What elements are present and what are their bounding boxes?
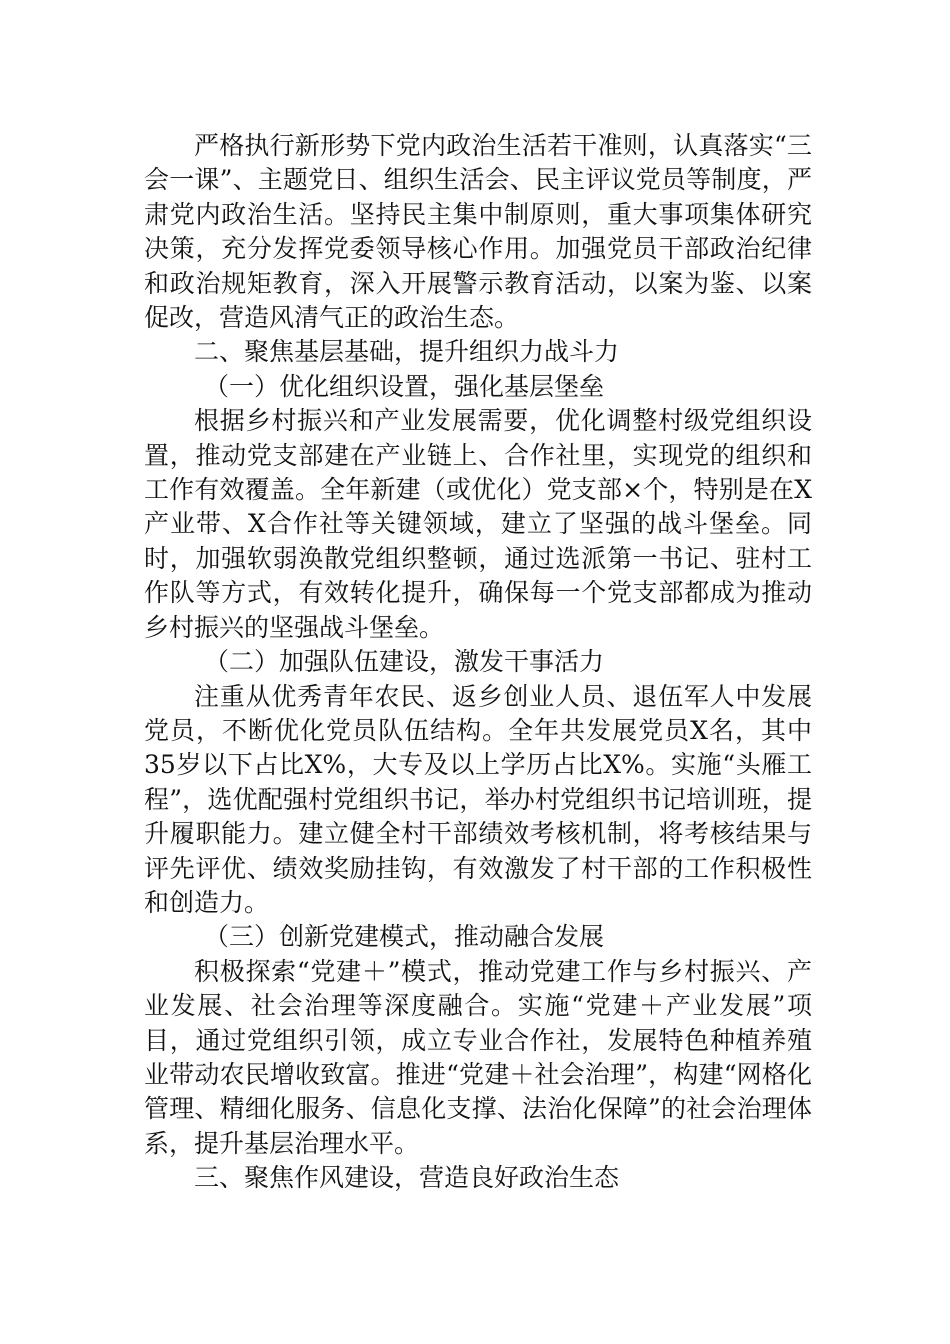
section-heading-3: 三、聚焦作风建设，营造良好政治生态 — [194, 1163, 620, 1193]
document-body — [144, 129, 812, 1196]
paragraph-team-building: 注重从优秀青年农民、返乡创业人员、退伍军人中发展党员，不断优化党员队伍结构。全年共发展党员X名，其中35岁以下占比X%，大专及以上学历占比X%。实施“头雁工程”，选优配强村党组织书记，举办村党组织书记培训班，提升履职能力。建立健全村干部绩效考核机制，将考核结果与评先评优、绩效奖励挂钩，有效激发了村干部的工作积极性和创造力。 — [144, 681, 812, 917]
subsection-heading-2-3: （三）创新党建模式，推动融合发展 — [204, 922, 605, 952]
paragraph-political-life: 严格执行新形势下党内政治生活若干准则，认真落实“三会一课”、主题党日、组织生活会、民主评议党员等制度，严肃党内政治生活。坚持民主集中制原则，重大事项集体研究决策，充分发挥党委领导核心作用。加强党员干部政治纪律和政治规矩教育，深入开展警示教育活动，以案为鉴、以案促改，营造风清气正的政治生态。 — [144, 131, 812, 333]
paragraph-party-building-model: 积极探索“党建＋”模式，推动党建工作与乡村振兴、产业发展、社会治理等深度融合。实施“党建＋产业发展”项目，通过党组织引领，成立专业合作社，发展特色种植养殖业带动农民增收致富。推进“党建＋社会治理”，构建“网格化管理、精细化服务、信息化支撑、法治化保障”的社会治理体系，提升基层治理水平。 — [144, 956, 812, 1158]
paragraph-organization-setup: 根据乡村振兴和产业发展需要，优化调整村级党组织设置，推动党支部建在产业链上、合作社里，实现党的组织和工作有效覆盖。全年新建（或优化）党支部×个，特别是在X产业带、X合作社等关键领域，建立了坚强的战斗堡垒。同时，加强软弱涣散党组织整顿，通过选派第一书记、驻村工作队等方式，有效转化提升，确保每一个党支部都成为推动乡村振兴的坚强战斗堡垒。 — [144, 406, 812, 642]
section-heading-2: 二、聚焦基层基础，提升组织力战斗力 — [194, 337, 620, 367]
subsection-heading-2-2: （二）加强队伍建设，激发干事活力 — [204, 647, 605, 677]
subsection-heading-2-1: （一）优化组织设置，强化基层堡垒 — [204, 371, 605, 401]
